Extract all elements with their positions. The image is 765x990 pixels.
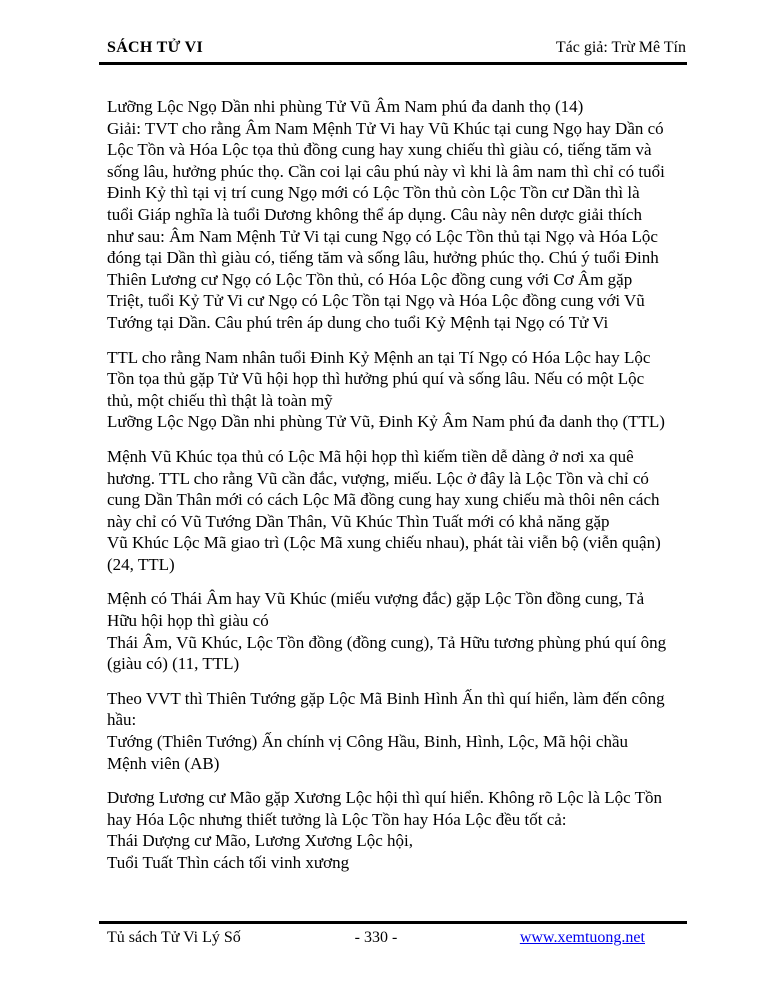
text-line: Mệnh Vũ Khúc tọa thủ có Lộc Mã hội họp thì kiếm tiền dễ dàng ở nơi xa quê	[107, 446, 634, 466]
text-line: Tồn tọa thủ gặp Tử Vũ hội họp thì hưởng phú quí và sống lâu. Nếu có một Lộc	[107, 369, 645, 389]
page-header	[107, 38, 686, 58]
book-title: SÁCH TỬ VI	[107, 39, 204, 56]
text-line: Lộc Tồn và Hóa Lộc tọa thủ đồng cung hay xung chiếu thì giàu có, tiếng tăm và	[107, 140, 652, 160]
text-line: tuổi Giáp nghĩa là tuổi Dương không thể áp dụng. Câu này nên dược giải thích	[107, 204, 642, 224]
text-line: Dương Lương cư Mão gặp Xương Lộc hội thì quí hiển. Không rõ Lộc là Lộc Tồn	[107, 788, 662, 808]
text-line: Triệt, tuổi Kỷ Tử Vi cư Ngọ có Lộc Tồn tại Ngọ và Hóa Lộc đồng cung với Vũ	[107, 291, 645, 311]
text-line: thủ, một chiếu thì thật là toàn mỹ	[107, 390, 333, 410]
text-line: Thái Âm, Vũ Khúc, Lộc Tồn đồng (đồng cung), Tả Hữu tương phùng phú quí ông	[107, 632, 667, 652]
text-line: Tướng (Thiên Tướng) Ấn chính vị Công Hầu, Binh, Hình, Lộc, Mã hội chầu	[107, 732, 628, 752]
text-line: này chỉ có Vũ Tướng Dần Thân, Vũ Khúc Thìn Tuất mới có khả năng gặp	[107, 511, 610, 531]
text-line: Đinh Kỷ thì tại vị trí cung Ngọ mới có Lộc Tồn thủ còn Lộc Tồn cư Dần thì là	[107, 183, 640, 203]
paragraph-6	[107, 787, 689, 873]
text-line: cung Dần Thân mới có cách Lộc Mã đồng cung hay xung chiếu mà thôi nên cách	[107, 490, 660, 510]
text-line: đóng tại Dần thì giàu có, tiếng tăm và sống lâu, hưởng phúc thọ. Chú ý tuổi Đinh	[107, 248, 659, 268]
text-line: Lưỡng Lộc Ngọ Dần nhi phùng Tử Vũ Âm Nam phú đa danh thọ (14)	[107, 97, 584, 116]
text-line: hay Hóa Lộc nhưng thiết tưởng là Lộc Tồn hay Hóa Lộc đều tốt cả:	[107, 809, 567, 829]
text-line: sống lâu, hưởng phúc thọ. Cần coi lại câu phú này vì khi là âm nam thì chỉ có tuổi	[107, 161, 665, 181]
text-line: Thái Dượng cư Mão, Lương Xương Lộc hội,	[107, 831, 414, 851]
author-credit: Tác giả: Trừ Mê Tín	[555, 39, 686, 56]
footer-website-link[interactable]: www.xemtuong.net	[519, 929, 645, 946]
text-line: TTL cho rằng Nam nhân tuổi Đinh Kỷ Mệnh an tại Tí Ngọ có Hóa Lộc hay Lộc	[107, 347, 651, 367]
text-line: hầu:	[107, 710, 137, 730]
text-line: Thiên Lương cư Ngọ có Lộc Tồn thủ, có Hóa Lộc đồng cung với Cơ Âm gặp	[107, 269, 633, 289]
text-line: (24, TTL)	[107, 554, 175, 574]
page-body	[107, 96, 689, 874]
paragraph-2	[107, 347, 689, 433]
text-line: hương. TTL cho rằng Vũ cần đắc, vượng, miếu. Lộc ở đây là Lộc Tồn và chỉ có	[107, 468, 649, 488]
text-line: Theo VVT thì Thiên Tướng gặp Lộc Mã Binh Hình Ấn thì quí hiển, làm đến công	[107, 688, 665, 708]
footer-page-number: - 330 -	[354, 929, 398, 946]
text-line: Mệnh có Thái Âm hay Vũ Khúc (miếu vượng đắc) gặp Lộc Tồn đồng cung, Tả	[107, 589, 645, 609]
paragraph-3	[107, 446, 689, 576]
text-line: (giàu có) (11, TTL)	[107, 654, 240, 674]
paragraph-4	[107, 588, 689, 674]
text-line: Tuổi Tuất Thìn cách tối vinh xương	[107, 853, 350, 872]
footer-series-title: Tủ sách Tử Vi Lý Số	[107, 929, 241, 946]
text-line: Tướng tại Dần. Câu phú trên áp dung cho tuổi Kỷ Mệnh tại Ngọ có Tử Vi	[107, 312, 609, 332]
text-line: Vũ Khúc Lộc Mã giao trì (Lộc Mã xung chiếu nhau), phát tài viễn bộ (viễn quận)	[107, 533, 661, 553]
header-divider	[99, 62, 687, 65]
page-footer	[107, 928, 686, 948]
text-line: như sau: Âm Nam Mệnh Tử Vi tại cung Ngọ có Lộc Tồn thủ tại Ngọ và Hóa Lộc	[107, 226, 658, 246]
footer-divider	[99, 921, 687, 924]
paragraph-5	[107, 688, 689, 774]
text-line: Hữu hội họp thì giàu có	[107, 611, 269, 631]
text-line: Giải: TVT cho rằng Âm Nam Mệnh Tử Vi hay Vũ Khúc tại cung Ngọ hay Dần có	[107, 118, 664, 138]
paragraph-1	[107, 96, 689, 334]
text-line: Mệnh viên (AB)	[107, 753, 220, 773]
text-line: Lưỡng Lộc Ngọ Dần nhi phùng Tử Vũ, Đinh Kỷ Âm Nam phú đa danh thọ (TTL)	[107, 412, 665, 432]
